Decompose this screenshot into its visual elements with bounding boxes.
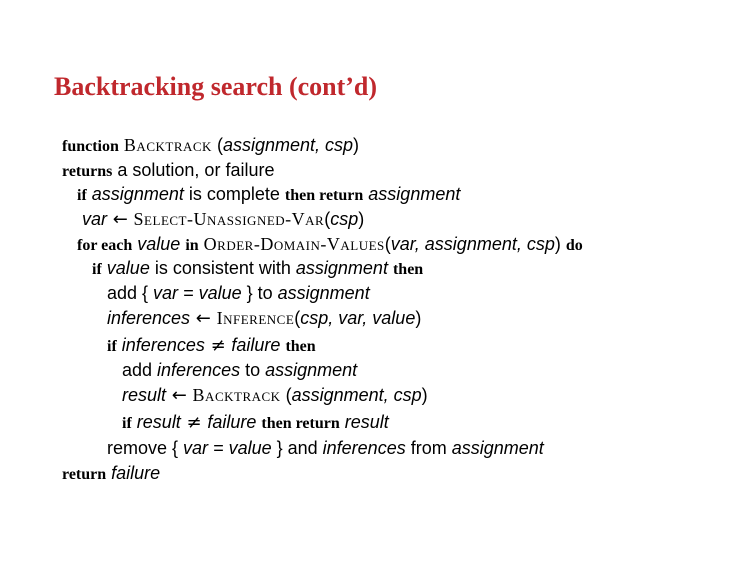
function-name: Order-Domain-Values <box>203 234 385 254</box>
code-text: a solution, or failure <box>112 160 275 180</box>
code-line <box>107 333 316 359</box>
function-name: Backtrack <box>192 385 281 405</box>
code-text: ) <box>554 234 566 254</box>
keyword: function <box>62 138 119 155</box>
code-text: ( <box>324 209 331 229</box>
code-line <box>77 182 460 208</box>
code-text: remove { <box>107 438 184 458</box>
code-text: ) <box>421 385 428 405</box>
variable: inferences <box>322 438 406 458</box>
variable: result <box>122 385 167 405</box>
variable: assignment <box>295 258 388 278</box>
code-line <box>107 306 421 331</box>
code-text: ( <box>211 135 223 155</box>
code-text: add { <box>107 283 154 303</box>
variable: assignment, csp <box>222 135 353 155</box>
code-text: ( <box>384 234 391 254</box>
keyword: then return <box>284 187 364 204</box>
variable: csp <box>330 209 359 229</box>
operator: ≠ <box>204 335 232 356</box>
code-text: to <box>240 360 266 380</box>
variable: result <box>136 412 181 432</box>
variable: failure <box>207 412 257 432</box>
code-line <box>62 158 274 184</box>
operator: ← <box>166 385 193 406</box>
keyword: then <box>392 261 424 278</box>
variable: inferences <box>157 360 241 380</box>
code-line <box>107 436 544 460</box>
code-text: from <box>405 438 452 458</box>
code-line <box>77 232 583 258</box>
operator: ← <box>107 209 134 230</box>
slide-title: Backtracking search (cont’d) <box>54 72 378 101</box>
code-text: is complete <box>183 184 285 204</box>
keyword: returns <box>62 163 113 180</box>
code-text: } to <box>241 283 278 303</box>
variable: inferences <box>121 335 205 355</box>
keyword: if <box>122 415 132 432</box>
variable: assignment <box>265 360 358 380</box>
code-line <box>107 281 370 305</box>
keyword: for each <box>77 237 133 254</box>
code-text: ( <box>294 308 301 328</box>
variable: assignment <box>91 184 184 204</box>
keyword: if <box>92 261 102 278</box>
variable: inferences <box>107 308 191 328</box>
variable: csp, var, value <box>300 308 416 328</box>
keyword: if <box>77 187 87 204</box>
code-text: ) <box>353 135 359 155</box>
keyword: then return <box>261 415 340 432</box>
variable: assignment <box>277 283 370 303</box>
code-line <box>122 383 428 408</box>
variable: assignment, csp <box>291 385 422 405</box>
code-text: ) <box>415 308 422 328</box>
variable: var, assignment, csp <box>390 234 555 254</box>
keyword: return <box>62 466 107 483</box>
code-line <box>62 133 359 159</box>
code-line <box>122 358 357 382</box>
code-text: is consistent with <box>149 258 296 278</box>
code-line <box>62 461 160 487</box>
variable: value <box>106 258 150 278</box>
variable: var = value <box>183 438 272 458</box>
variable: failure <box>111 463 161 483</box>
keyword: if <box>107 338 117 355</box>
variable: assignment <box>451 438 544 458</box>
operator: ≠ <box>180 412 208 433</box>
keyword: in <box>185 237 199 254</box>
function-name: Backtrack <box>123 135 212 155</box>
code-text: ) <box>358 209 365 229</box>
function-name: Select-Unassigned-Var <box>133 209 325 229</box>
code-line <box>92 256 423 282</box>
keyword: do <box>565 237 583 254</box>
variable: var <box>82 209 108 229</box>
function-name: Inference <box>216 308 295 328</box>
code-line <box>82 207 364 232</box>
variable: failure <box>231 335 281 355</box>
variable: result <box>344 412 389 432</box>
keyword: then <box>285 338 316 355</box>
operator: ← <box>190 308 217 329</box>
variable: var = value <box>153 283 242 303</box>
code-text: } and <box>271 438 323 458</box>
variable: assignment <box>368 184 461 204</box>
code-text: add <box>122 360 158 380</box>
variable: value <box>137 234 181 254</box>
code-text: ( <box>280 385 292 405</box>
code-line <box>122 410 389 436</box>
